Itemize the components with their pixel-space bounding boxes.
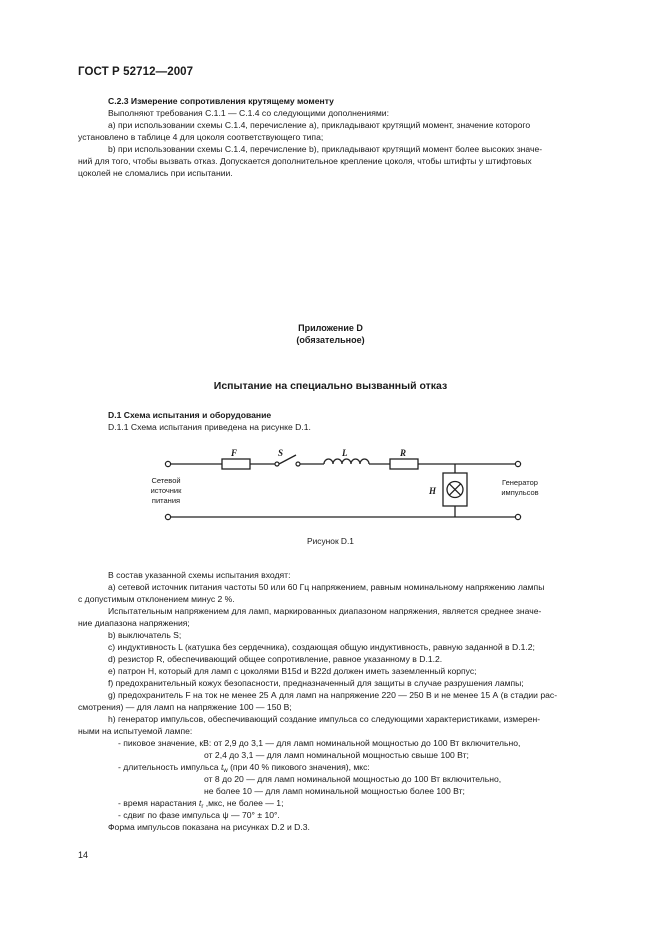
page-number: 14 xyxy=(78,850,89,860)
item-g-line1: g) предохранитель F на ток не менее 25 А для ламп на напряжение 220 — 250 В и не менее 15 А (в стадии рас- xyxy=(108,690,558,700)
pulse-shape-line: Форма импульсов показана на рисунках D.2 и D.3. xyxy=(108,822,310,832)
switch-contact-left xyxy=(275,462,279,466)
resistor-label: R xyxy=(400,448,407,458)
peak-line1: - пиковое значение, кВ: от 2,9 до 3,1 — для ламп номинальной мощностью до 100 Вт включительно, xyxy=(118,738,521,748)
fuse-label: F xyxy=(231,448,238,458)
switch-label: S xyxy=(278,448,284,458)
generator-label-2: импульсов xyxy=(501,488,539,497)
item-d: d) резистор R, обеспечивающий общее сопротивление, равное указанному в D.1.2. xyxy=(108,654,443,664)
circuit-diagram xyxy=(140,444,540,524)
appendix-heading: Испытание на специально вызванный отказ xyxy=(213,380,448,392)
item-g-line2: смотрения) — для ламп на напряжение 100 — 150 В; xyxy=(78,702,292,712)
item-c: c) индуктивность L (катушка без сердечника), создающая общую индуктивность, равную заданной в D.1.2; xyxy=(108,642,535,652)
appendix-subtitle: (обязательное) xyxy=(296,335,365,345)
section-c23-p2b: установлено в таблице 4 для цоколя соответствующего типа; xyxy=(78,132,324,142)
source-label-2: источник xyxy=(150,486,182,495)
lamp-label: H xyxy=(429,486,437,496)
source-label-1: Сетевой xyxy=(151,476,181,485)
terminal-source-top xyxy=(165,461,170,466)
section-d1-title: D.1 Схема испытания и оборудование xyxy=(108,410,272,420)
terminal-source-bottom xyxy=(165,514,170,519)
test-voltage-line1: Испытательным напряжением для ламп, маркированных диапазоном напряжения, является среднее значе- xyxy=(108,606,542,616)
test-voltage-line2: ние диапазона напряжения; xyxy=(78,618,190,628)
duration-line3: не более 10 — для ламп номинальной мощностью более 100 Вт; xyxy=(204,786,465,796)
item-a-line1: a) сетевой источник питания частоты 50 или 60 Гц напряжением, равным номинальному напряжению лампы xyxy=(108,582,545,592)
section-c23-p3b: ний для того, чтобы вызвать отказ. Допускается дополнительное крепление цоколя, чтобы штифты у штифтовых xyxy=(78,156,532,166)
item-a-line2: с допустимым отклонением минус 2 %. xyxy=(78,594,235,604)
peak-line2: от 2,4 до 3,1 — для ламп номинальной мощностью свыше 100 Вт; xyxy=(204,750,469,760)
terminal-generator-bottom xyxy=(515,514,520,519)
fuse-symbol xyxy=(222,459,250,469)
resistor-symbol xyxy=(390,459,418,469)
section-c23-p3c: цоколей не сломались при испытании. xyxy=(78,168,233,178)
item-h-line1: h) генератор импульсов, обеспечивающий создание импульса со следующими характеристиками, измерен- xyxy=(108,714,541,724)
duration-line2: от 8 до 20 — для ламп номинальной мощностью до 100 Вт включительно, xyxy=(204,774,502,784)
item-h-line2: ными на испытуемой лампе: xyxy=(78,726,193,736)
document-header: ГОСТ Р 52712—2007 xyxy=(78,66,194,78)
section-c23-title: С.2.3 Измерение сопротивления крутящему моменту xyxy=(108,96,334,106)
generator-label-1: Генератор xyxy=(502,478,538,487)
body-intro: В состав указанной схемы испытания входят: xyxy=(108,570,291,580)
inductor-label: L xyxy=(342,448,348,458)
terminal-generator-top xyxy=(515,461,520,466)
rise-time-line: - время нарастания $t_r$ ,мкс, не более — 1; xyxy=(118,798,284,810)
item-e: e) патрон H, который для ламп с цоколями В15d и В22d должен иметь заземленный корпус; xyxy=(108,666,477,676)
item-f: f) предохранительный кожух безопасности, предназначенный для защиты в случае разрушения лампы; xyxy=(108,678,524,688)
section-d1-p1: D.1.1 Схема испытания приведена на рисунке D.1. xyxy=(108,422,311,432)
figure-caption: Рисунок D.1 xyxy=(307,536,354,546)
phase-shift-line: - сдвиг по фазе импульса ψ — 70° ± 10°. xyxy=(118,810,280,820)
duration-line1: - длительность импульса $t_w$ (при 40 % пикового значения), мкс: xyxy=(118,762,370,774)
item-b: b) выключатель S; xyxy=(108,630,182,640)
source-label-3: питания xyxy=(151,496,181,505)
inductor-symbol xyxy=(324,459,369,464)
switch-contact-right xyxy=(296,462,300,466)
appendix-title: Приложение D xyxy=(298,323,363,333)
section-c23-p3a: b) при использовании схемы С.1.4, перечисление b), прикладывают крутящий момент более высоких значе- xyxy=(108,144,543,154)
section-c23-p2a: a) при использовании схемы С.1.4, перечисление а), прикладывают крутящий момент, значение которого xyxy=(108,120,531,130)
section-c23-p1: Выполняют требования С.1.1 — С.1.4 со следующими дополнениями: xyxy=(108,108,389,118)
